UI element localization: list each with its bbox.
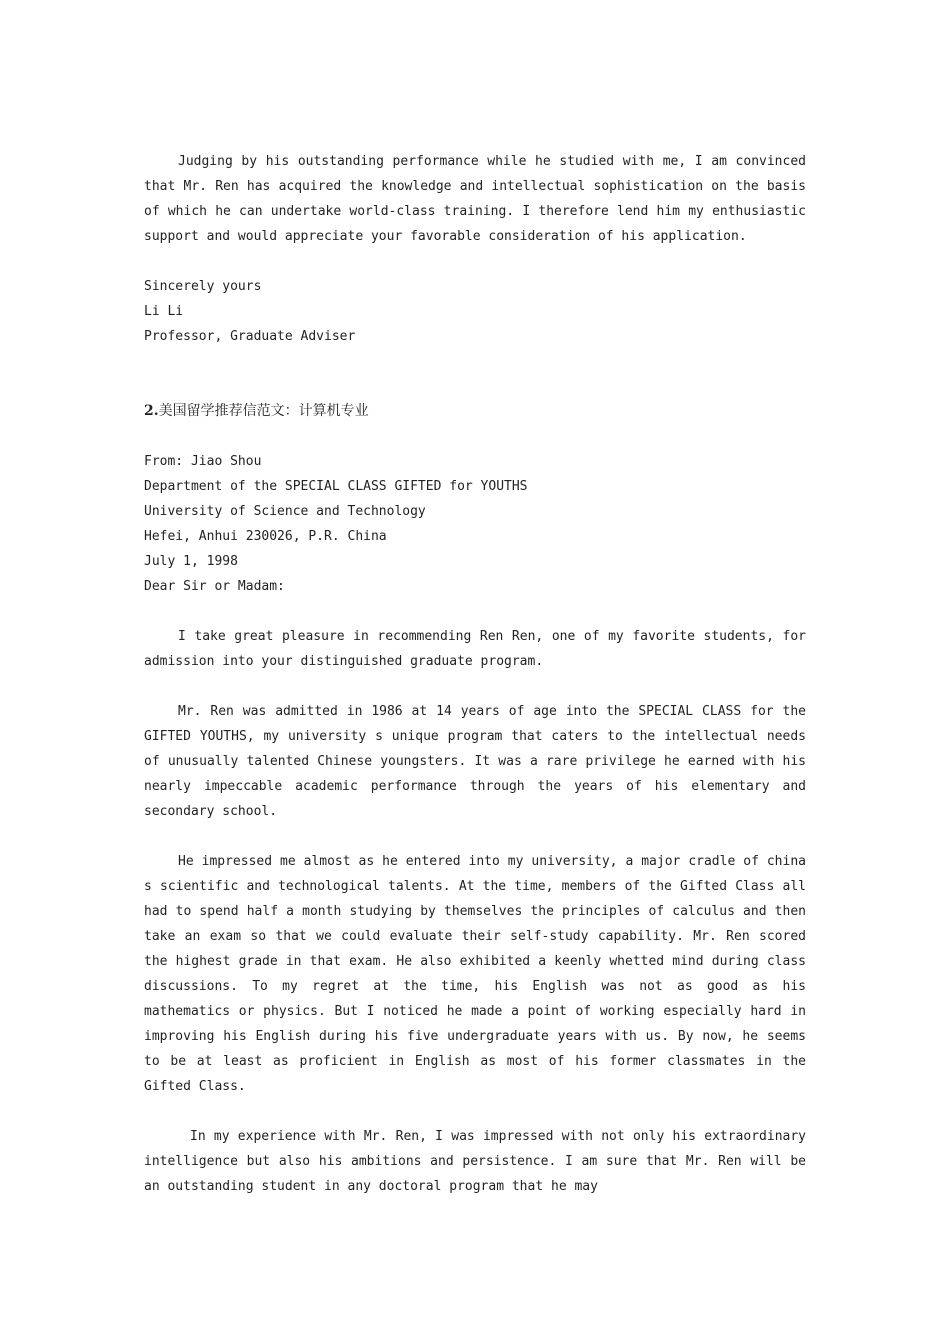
document-page <box>144 149 806 1199</box>
letter-paragraph: He impressed me almost as he entered into my university, a major cradle of china s scientific and technological talents. At the time, members of the Gifted Class all had to spend half a month studying by themselves the principles of calculus and then take an exam so that we could evaluate their self-study capability. Mr. Ren scored the highest grade in that exam. He also exhibited a keenly whetted mind during class discussions. To my regret at the time, his English was not as good as his mathematics or physics. But I noticed he made a point of working especially hard in improving his English during his five undergraduate years with us. By now, he seems to be at least as proficient in English as most of his former classmates in the Gifted Class. <box>144 854 806 1094</box>
letter-department: Department of the SPECIAL CLASS GIFTED for YOUTHS <box>144 479 528 494</box>
signature-block <box>144 274 806 349</box>
section-heading-text: 美国留学推荐信范文：计算机专业 <box>158 403 369 419</box>
closing-paragraph: Judging by his outstanding performance while he studied with me, I am convinced that Mr. Ren has acquired the knowledge and intellectual sophistication on the basis of which he can undertake world-class training. I therefore lend him my enthusiastic support and would appreciate your favorable consideration of his application. <box>144 154 806 244</box>
letter-paragraph: Mr. Ren was admitted in 1986 at 14 years of age into the SPECIAL CLASS for the GIFTED YOUTHS, my university s unique program that caters to the intellectual needs of unusually talented Chinese youngsters. It was a rare privilege he earned with his nearly impeccable academic performance through the years of his elementary and secondary school. <box>144 704 806 819</box>
signature-salutation: Sincerely yours <box>144 279 262 294</box>
section-heading <box>144 399 806 424</box>
signature-name: Li Li <box>144 304 184 319</box>
letter-paragraph: In my experience with Mr. Ren, I was impressed with not only his extraordinary intelligence but also his ambitions and persistence. I am sure that Mr. Ren will be an outstanding student in any doctoral program that he may <box>144 1129 806 1194</box>
letter-address: Hefei, Anhui 230026, P.R. China <box>144 529 387 544</box>
letter-header <box>144 449 806 599</box>
letter-paragraph: I take great pleasure in recommending Ren Ren, one of my favorite students, for admission into your distinguished graduate program. <box>144 629 806 669</box>
letter-date: July 1, 1998 <box>144 554 238 569</box>
section-spacer <box>144 374 806 399</box>
signature-title: Professor, Graduate Adviser <box>144 329 356 344</box>
section-heading-number: 2. <box>144 403 159 419</box>
letter-greeting: Dear Sir or Madam: <box>144 579 285 594</box>
letter-from: From: Jiao Shou <box>144 454 262 469</box>
letter-university: University of Science and Technology <box>144 504 426 519</box>
